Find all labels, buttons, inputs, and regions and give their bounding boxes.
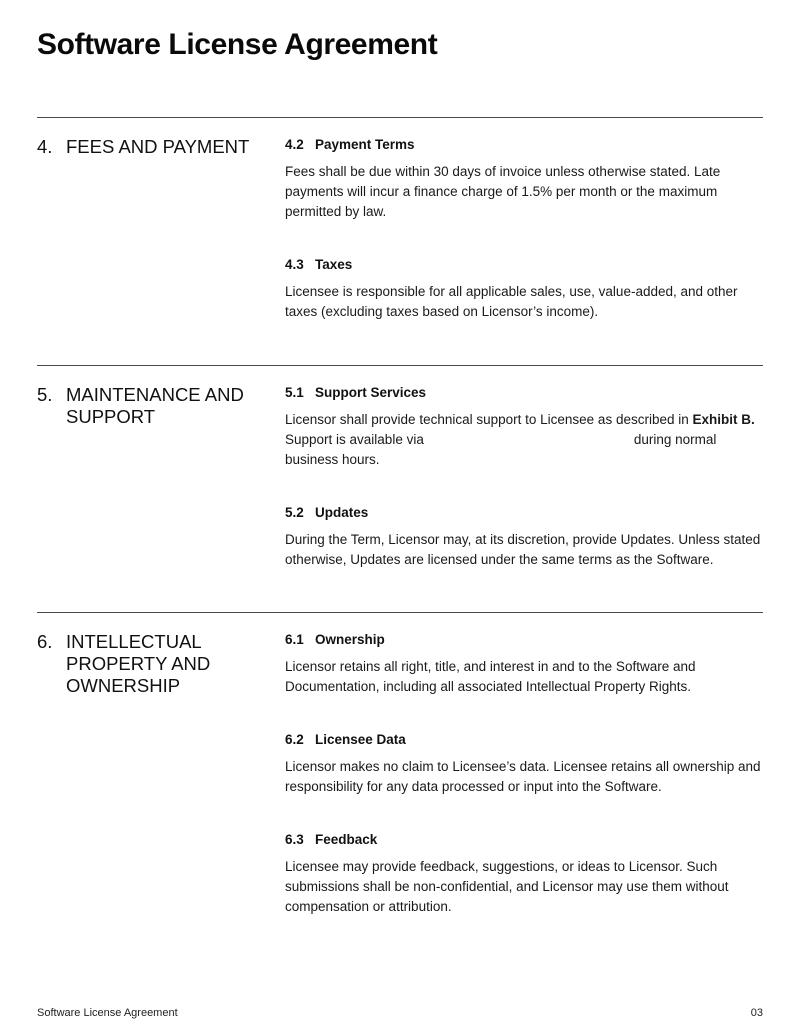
subsection-text: Licensor retains all right, title, and interest in and to the Software and Documentation, including all associated Intellectual Property Rights. (285, 659, 696, 694)
subsection-text: Licensee may provide feedback, suggestions, or ideas to Licensor. Such submissions shall be non-confidential, and Licensor may use them without compensation or attribution. (285, 859, 729, 914)
document-title: Software License Agreement (37, 28, 438, 61)
subsection-text (285, 410, 763, 470)
subsection-number: 5.1 (285, 385, 304, 400)
subsection-heading (285, 731, 763, 749)
subsection-heading (285, 256, 763, 274)
subsection-number: 6.2 (285, 732, 304, 747)
subsection-heading (285, 384, 763, 402)
subsection-heading (285, 631, 763, 649)
section-heading (37, 384, 267, 428)
subsection-title: Feedback (315, 832, 378, 847)
section-number: 5. (37, 384, 53, 405)
subsection-title: Updates (315, 505, 369, 520)
subsection-title: Ownership (315, 632, 385, 647)
section-title: MAINTENANCE AND SUPPORT (66, 384, 244, 427)
text-segment: during normal business hours. (285, 432, 717, 467)
subsection-updates (285, 504, 763, 570)
subsection-title: Taxes (315, 257, 353, 272)
section-body (285, 631, 763, 951)
text-segment: Licensor shall provide technical support to Licensee as described in (285, 412, 693, 427)
text-segment: Support is available via (285, 432, 424, 447)
section-number: 6. (37, 631, 53, 652)
subsection-number: 5.2 (285, 505, 304, 520)
subsection-heading (285, 136, 763, 154)
section-maintenance-and-support (37, 365, 763, 567)
subsection-licensee-data (285, 731, 763, 797)
subsection-support-services (285, 384, 763, 470)
subsection-heading (285, 504, 763, 522)
section-title: INTELLECTUAL PROPERTY AND OWNERSHIP (66, 631, 211, 696)
subsection-title: Licensee Data (315, 732, 406, 747)
footer-document-title: Software License Agreement (37, 1007, 178, 1019)
subsection-payment-terms (285, 136, 763, 222)
subsection-number: 4.2 (285, 137, 304, 152)
section-intellectual-property (37, 612, 763, 914)
section-fees-and-payment (37, 117, 763, 319)
section-title: FEES AND PAYMENT (66, 136, 250, 157)
subsection-number: 6.3 (285, 832, 304, 847)
subsection-heading (285, 831, 763, 849)
section-heading (37, 136, 267, 158)
subsection-number: 4.3 (285, 257, 304, 272)
exhibit-reference: Exhibit B. (692, 412, 755, 427)
subsection-number: 6.1 (285, 632, 304, 647)
subsection-title: Support Services (315, 385, 427, 400)
section-number: 4. (37, 136, 53, 157)
footer-page-number: 03 (750, 1007, 763, 1019)
subsection-title: Payment Terms (315, 137, 415, 152)
subsection-text: Licensee is responsible for all applicable sales, use, value-added, and other taxes (excluding taxes based on Licensor’s income). (285, 284, 738, 319)
section-heading (37, 631, 267, 697)
subsection-text: During the Term, Licensor may, at its discretion, provide Updates. Unless stated otherwise, Updates are licensed under the same terms as the Software. (285, 532, 761, 567)
section-body (285, 136, 763, 356)
subsection-ownership (285, 631, 763, 697)
subsection-text: Licensor makes no claim to Licensee’s data. Licensee retains all ownership and responsibility for any data processed or input into the Software. (285, 759, 761, 794)
section-body (285, 384, 763, 604)
subsection-feedback (285, 831, 763, 917)
subsection-taxes (285, 256, 763, 322)
subsection-text: Fees shall be due within 30 days of invoice unless otherwise stated. Late payments will incur a finance charge of 1.5% per month or the maximum permitted by law. (285, 164, 721, 219)
